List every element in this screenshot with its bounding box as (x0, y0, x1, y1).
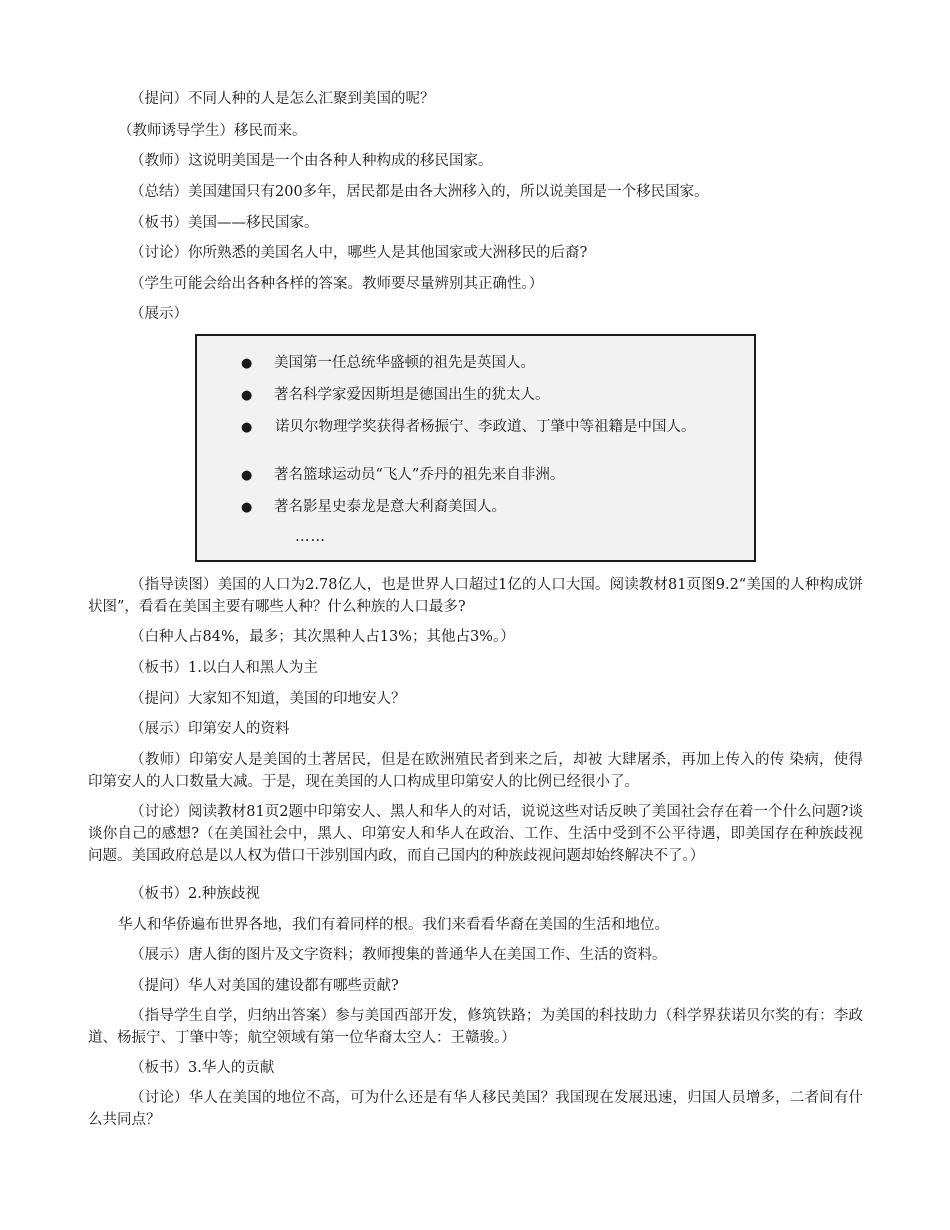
paragraph-chinese-intro: 华人和华侨遍布世界各地，我们有着同样的根。我们来看看华裔在美国的生活和地位。 (118, 917, 669, 933)
paragraph-population-answer: （白种人占84%，最多；其次黑种人占13%；其他占3%。） (130, 629, 515, 645)
bullet-icon: ● (241, 468, 253, 483)
paragraph-question-contribution: （提问）华人对美国的建设都有哪些贡献? (130, 978, 399, 994)
paragraph-board-2: （板书）2.种族歧视 (130, 886, 260, 902)
display-box (195, 334, 756, 562)
paragraph-question-indians: （提问）大家知不知道，美国的印地安人？ (130, 691, 406, 707)
paragraph-display-chinatown: （展示）唐人街的图片及文字资料；教师搜集的普通华人在美国工作、生活的资料。 (130, 947, 667, 963)
display-item: ● 著名篮球运动员“飞人”乔丹的祖先来自非洲。 (241, 464, 564, 487)
display-item: ● 著名科学家爱因斯坦是德国出生的犹太人。 (241, 384, 550, 407)
paragraph-board-3: （板书）3.华人的贡献 (130, 1060, 275, 1076)
paragraph-student-answers: （学生可能会给出各种各样的答案。教师要尽量辨别其正确性。） (130, 276, 544, 292)
paragraph-discussion-return: （讨论）华人在美国的地位不高，可为什么还是有华人移民美国？我国现在发展迅速，归国人员增多，二者间有什么共同点？ (88, 1090, 863, 1128)
paragraph-self-study: （指导学生自学，归纳出答案）参与美国西部开发，修筑铁路；为美国的科技助力（科学界获诺贝尔奖的有：李政道、杨振宁、丁肇中等；航空领域有第一位华裔太空人：王赣骏。） (88, 1008, 863, 1046)
paragraph-reading-guide: （指导读图）美国的人口为2.78亿人，也是世界人口超过1亿的人口大国。阅读教材81页图9.2“美国的人种构成饼状图”，看看在美国主要有哪些人种？什么种族的人口最多? (88, 577, 863, 615)
paragraph-display-label: （展示） (130, 306, 188, 322)
paragraph-discussion-discrimination: （讨论）阅读教材81页2题中印第安人、黑人和华人的对话，说说这些对话反映了美国社会存在着一个什么问题?谈谈你自己的感想?（在美国社会中，黑人、印第安人和华人在政治、工作、生活中受到不公平待遇，即美国存在种族歧视问题。美国政府总是以人权为借口干涉别国内政，而自己国内的种族歧视问题却始终解决不了。） (88, 804, 863, 864)
bullet-icon: ● (241, 388, 253, 403)
paragraph-board-1: （板书）1.以白人和黑人为主 (130, 660, 318, 676)
paragraph-discussion-famous: （讨论）你所熟悉的美国名人中，哪些人是其他国家或大洲移民的后裔? (130, 245, 588, 261)
bullet-icon: ● (241, 356, 253, 371)
bullet-icon: ● (241, 420, 253, 435)
display-item: ● 著名影星史泰龙是意大利裔美国人。 (241, 496, 506, 519)
paragraph-teacher-explain: （教师）这说明美国是一个由各种人种构成的移民国家。 (130, 153, 493, 169)
display-item: ● 美国第一任总统华盛顿的祖先是英国人。 (241, 352, 535, 375)
bullet-icon: ● (241, 500, 253, 515)
paragraph-summary: （总结）美国建国只有200多年，居民都是由各大洲移入的，所以说美国是一个移民国家。 (130, 184, 709, 200)
paragraph-question-immigration: （提问）不同人种的人是怎么汇聚到美国的呢？ (130, 91, 435, 107)
display-item-text-wrapped: 诺贝尔物理学奖获得者杨振宁、李政道、丁肇中等祖籍是中国人。 (275, 419, 696, 435)
paragraph-board-immigrant-nation: （板书）美国——移民国家。 (130, 215, 319, 231)
paragraph-teacher-indians: （教师）印第安人是美国的土著居民，但是在欧洲殖民者到来之后，却被 大肆屠杀，再加上传入的传 染病，使得印第安人的人口数量大减。于是，现在美国的人口构成里印第安人的比例已经很小了。 (88, 752, 863, 790)
display-ellipsis: …… (295, 529, 326, 545)
paragraph-teacher-guide: （教师诱导学生）移民而来。 (118, 123, 307, 139)
paragraph-display-indians: （展示）印第安人的资料 (130, 721, 290, 737)
